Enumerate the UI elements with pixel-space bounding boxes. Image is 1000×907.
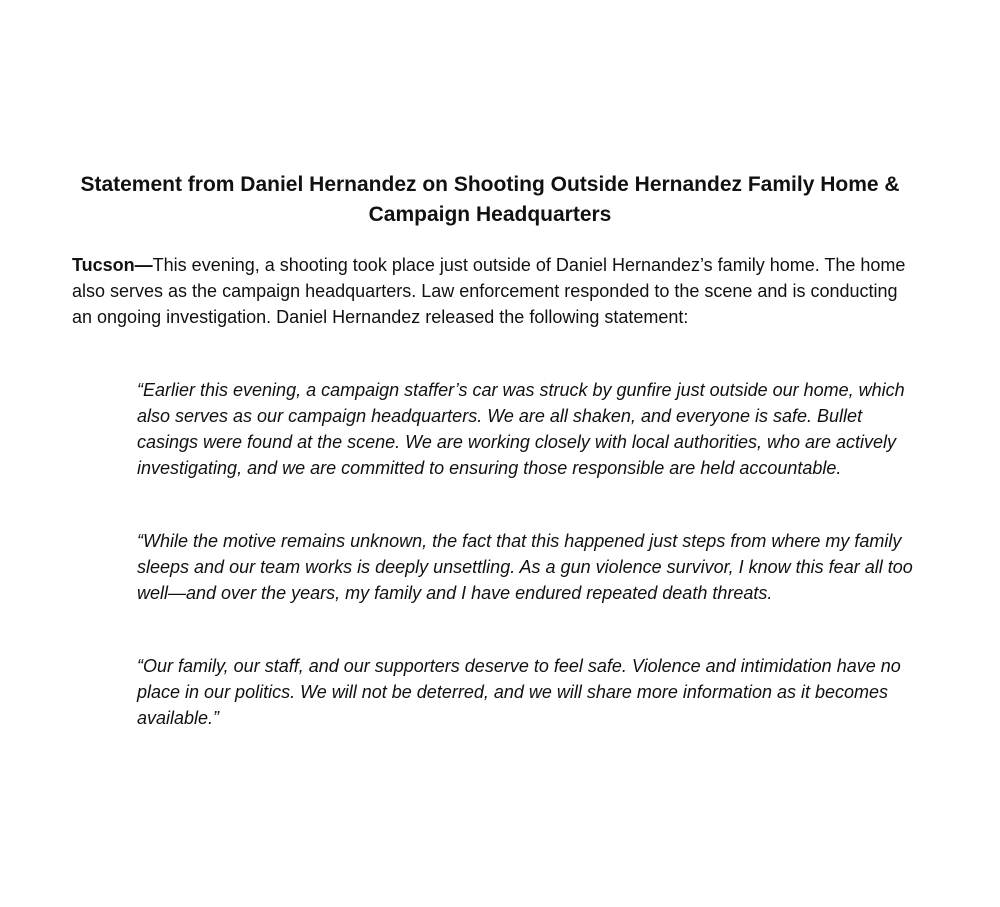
quote-paragraph-1: “Earlier this evening, a campaign staffer’s car was struck by gunfire just outside our home, which also serves as our campaign headquarters. We are all shaken, and everyone is safe. Bullet casings were found at the scene. We are working closely with local authorities, who are actively investigating, and we are committed to ensuring those responsible are held accountable.	[137, 380, 905, 478]
quote-paragraph-3: “Our family, our staff, and our supporters deserve to feel safe. Violence and intimidation have no place in our politics. We will not be deterred, and we will share more information as it becomes available.”	[137, 656, 901, 728]
lede-text: This evening, a shooting took place just outside of Daniel Hernandez’s family home. The home also serves as the campaign headquarters. Law enforcement responded to the scene and is conducting an ongoing investigation. Daniel Hernandez released the following statement:	[72, 255, 906, 327]
dateline: Tucson—	[72, 255, 153, 275]
lede-paragraph	[72, 252, 912, 330]
statement-title: Statement from Daniel Hernandez on Shooting Outside Hernandez Family Home & Campaign Headquarters	[80, 173, 900, 226]
quote-paragraph-2: “While the motive remains unknown, the fact that this happened just steps from where my family sleeps and our team works is deeply unsettling. As a gun violence survivor, I know this fear all too well—and over the years, my family and I have endured repeated death threats.	[137, 531, 913, 603]
